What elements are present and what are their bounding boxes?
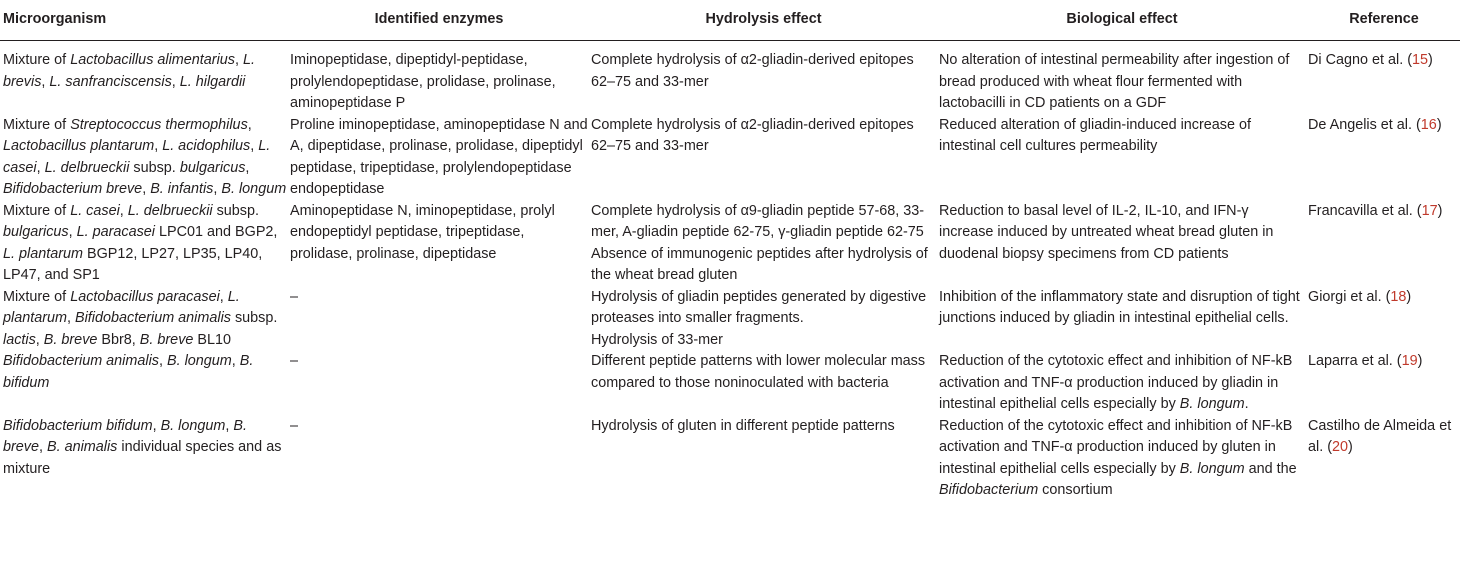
biological-text: Reduction to basal level of IL-2, IL-10, and IFN-γ increase induced by untreated wheat bread gluten in duodenal biopsy specimens from CD patients (939, 202, 1274, 262)
microorganism-text: , (250, 138, 259, 154)
microorganism-text: Bifidobacterium animalis (3, 353, 159, 369)
hydrolysis-paragraph: Complete hydrolysis of α2-gliadin-derived epitopes 62–75 and 33-mer (591, 116, 914, 154)
cell-microorganism (0, 416, 287, 502)
reference-close: ) (1348, 439, 1353, 455)
cell-hydrolysis-effect (588, 416, 936, 502)
microorganism-text: subsp. (230, 310, 278, 326)
reference-close: ) (1406, 288, 1412, 305)
reference-link[interactable]: 17 (1421, 202, 1438, 219)
table-row (0, 115, 1460, 201)
cell-identified-enzymes: Iminopeptidase, dipeptidyl-peptidase, prolylendopeptidase, prolidase, prolinase, aminopeptidase P (290, 52, 556, 111)
biological-text: B. longum (1179, 396, 1245, 412)
microorganism-text: , (154, 138, 163, 154)
reference-link[interactable]: 19 (1401, 353, 1418, 369)
microorganism-text: Mixture of (3, 288, 71, 305)
biological-text: Reduction of the cytotoxic effect and inhibition of NF-kB activation and TNF-α production induced by gliadin in intestinal epithelial cells especially by (939, 353, 1293, 412)
cell-microorganism (0, 115, 287, 201)
microorganism-text: Mixture of (3, 202, 71, 219)
microorganism-text: L. plantarum (3, 288, 240, 326)
microorganism-text: BGP12, LP27, LP35, LP40, LP47, and SP1 (3, 245, 263, 283)
reference-link[interactable]: 18 (1390, 288, 1407, 305)
microorganism-text: BL10 (193, 331, 231, 348)
reference-close: ) (1417, 353, 1423, 369)
microorganism-text: , (119, 202, 128, 219)
microorganism-text: , (68, 224, 77, 240)
microorganism-text: , (247, 116, 252, 133)
microorganism-text: Lactobacillus alimentarius (70, 52, 235, 68)
cell-microorganism (0, 351, 287, 416)
cell-hydrolysis-effect (588, 115, 936, 201)
table-row (0, 416, 1460, 502)
microorganism-text: L. delbrueckii (44, 159, 130, 176)
microorganism-text: L. casei (70, 202, 120, 219)
cell-identified-enzymes: Proline iminopeptidase, aminopeptidase N and A, dipeptidase, prolinase, prolidase, dipeptidyl peptidase, tripeptidase, prolylendopeptidase endopeptidase (290, 116, 588, 197)
cell-identified-enzymes: – (290, 353, 299, 369)
microorganism-text: B. longum (166, 353, 232, 369)
microorganism-text: Mixture of (3, 52, 71, 68)
microorganism-text: Lactobacillus paracasei (70, 288, 220, 305)
microorganism-text: L. plantarum (3, 245, 83, 262)
microorganism-text: B. longum (221, 181, 287, 197)
microorganism-text: , (152, 417, 161, 434)
microorganism-text: , (158, 353, 167, 369)
cell-biological-effect (936, 201, 1305, 287)
microorganism-text: B. infantis (150, 181, 214, 197)
cell-microorganism (0, 287, 287, 352)
microorganism-text: B. breve (3, 417, 247, 455)
microorganism-text: LPC01 and BGP2, (155, 224, 278, 240)
cell-biological-effect (936, 115, 1305, 201)
microorganism-text: Lactobacillus plantarum (3, 138, 155, 154)
cell-hydrolysis-effect (588, 287, 936, 352)
microorganism-text: B. bifidum (3, 353, 254, 391)
cell-biological-effect (936, 287, 1305, 352)
header-reference: Reference (1305, 0, 1460, 41)
cell-reference (1305, 287, 1460, 352)
microorganism-text: Bifidobacterium bifidum (3, 417, 153, 434)
microorganism-text: bulgaricus (3, 224, 69, 240)
header-biological-effect: Biological effect (936, 0, 1305, 41)
table-row (0, 41, 1460, 115)
microorganism-text: B. breve (43, 331, 98, 348)
microorganism-text: , (225, 417, 234, 434)
cell-hydrolysis-effect (588, 351, 936, 416)
microorganism-text: L. acidophilus (162, 138, 251, 154)
cell-identified-enzymes: Aminopeptidase N, iminopeptidase, prolyl endopeptidyl peptidase, tripeptidase, prolidase, prolinase, dipeptidase (290, 202, 555, 262)
cell-reference (1305, 416, 1460, 502)
microorganism-text: Bbr8, (97, 331, 140, 348)
reference-author: Castilho de Almeida et al. ( (1308, 417, 1452, 455)
reference-close: ) (1437, 202, 1443, 219)
microorganism-text: , (67, 310, 75, 326)
microorganism-text: lactis (3, 331, 36, 348)
microorganism-text: , (171, 73, 180, 90)
reference-author: Laparra et al. ( (1308, 353, 1402, 369)
microorganism-text: bulgaricus (179, 159, 246, 176)
hydrolysis-paragraph: Different peptide patterns with lower molecular mass compared to those noninoculated with bacteria (591, 353, 926, 391)
reference-author: Di Cagno et al. ( (1308, 52, 1412, 68)
biological-text: Inhibition of the inflammatory state and disruption of tight junctions induced by gliadin in intestinal epithelial cells. (939, 288, 1300, 326)
microorganism-text: individual species and as mixture (3, 439, 282, 477)
cell-hydrolysis-effect (588, 201, 936, 287)
microorganism-text: , (142, 181, 151, 197)
cell-microorganism (0, 41, 287, 115)
microorganism-text: L. hilgardii (179, 73, 246, 90)
cell-biological-effect (936, 416, 1305, 502)
biological-text: No alteration of intestinal permeability after ingestion of bread produced with wheat flour fermented with lactobacilli in CD patients on a GDF (939, 52, 1290, 111)
cell-reference (1305, 115, 1460, 201)
microorganism-text: L. brevis (3, 52, 255, 90)
microorganism-text: Streptococcus thermophilus (70, 116, 248, 133)
biological-text: Reduced alteration of gliadin-induced increase of intestinal cell cultures permeability (939, 116, 1251, 154)
biological-text: Bifidobacterium (939, 482, 1039, 498)
cell-microorganism (0, 201, 287, 287)
microorganism-text: L. casei (3, 138, 271, 176)
microorganism-text: L. paracasei (76, 224, 156, 240)
hydrolysis-paragraph: Hydrolysis of gluten in different peptide patterns (591, 417, 895, 434)
microorganism-text: , (35, 331, 44, 348)
hydrolysis-paragraph: Complete hydrolysis of α9-gliadin peptide 57-68, 33-mer, A-gliadin peptide 62-75, γ-gliadin peptide 62-75 (591, 202, 925, 240)
biological-text: consortium (1038, 482, 1113, 498)
header-row (0, 0, 1460, 41)
table-row (0, 287, 1460, 352)
microorganism-text: , (41, 73, 50, 90)
cell-reference (1305, 41, 1460, 115)
header-hydrolysis-effect: Hydrolysis effect (588, 0, 936, 41)
biological-text: Reduction of the cytotoxic effect and inhibition of NF-kB activation and TNF-α production induced by gluten in intestinal epithelial cells especially by (939, 417, 1293, 477)
microorganism-text: , (231, 353, 240, 369)
microorganism-text: subsp. (129, 159, 180, 176)
reference-author: De Angelis et al. ( (1308, 116, 1421, 133)
reference-link[interactable]: 20 (1332, 439, 1349, 455)
reference-link[interactable]: 15 (1411, 52, 1428, 68)
cell-biological-effect (936, 41, 1305, 115)
microorganism-text: , (39, 439, 47, 455)
microorganism-text: , (234, 52, 243, 68)
microorganism-text: , (36, 159, 45, 176)
biological-text: . (1244, 396, 1249, 412)
microorganism-text: B. longum (160, 417, 226, 434)
table-row (0, 201, 1460, 287)
header-identified-enzymes: Identified enzymes (287, 0, 588, 41)
microorganism-text: Bifidobacterium breve (3, 181, 143, 197)
microorganism-text: L. delbrueckii (127, 202, 213, 219)
microorganism-text: subsp. (212, 202, 259, 219)
microorganism-text: B. breve (139, 331, 194, 348)
cell-reference (1305, 351, 1460, 416)
cell-hydrolysis-effect (588, 41, 936, 115)
microorganism-text: , (219, 288, 228, 305)
microorganism-text: Bifidobacterium animalis (75, 310, 231, 326)
reference-link[interactable]: 16 (1420, 116, 1437, 133)
reference-close: ) (1428, 52, 1433, 68)
biological-text: B. longum (1179, 460, 1245, 477)
table-body (0, 41, 1460, 502)
cell-biological-effect (936, 351, 1305, 416)
hydrolysis-paragraph: Hydrolysis of 33-mer (591, 331, 723, 348)
cell-identified-enzymes: – (290, 417, 299, 434)
cell-reference (1305, 201, 1460, 287)
table-row (0, 351, 1460, 416)
microorganism-text: Mixture of (3, 116, 71, 133)
microorganism-text: , (245, 159, 250, 176)
reference-author: Francavilla et al. ( (1308, 202, 1422, 219)
hydrolysis-paragraph: Hydrolysis of gliadin peptides generated by digestive proteases into smaller fragments. (591, 288, 927, 326)
hydrolysis-paragraph: Complete hydrolysis of α2-gliadin-derived epitopes 62–75 and 33-mer (591, 52, 914, 90)
reference-author: Giorgi et al. ( (1308, 288, 1391, 305)
biological-text: and the (1244, 460, 1297, 477)
microorganism-text: L. sanfranciscensis (49, 73, 172, 90)
microorganism-text: , (213, 181, 222, 197)
microorganism-text: B. animalis (47, 439, 118, 455)
hydrolysis-paragraph: Absence of immunogenic peptides after hydrolysis of the wheat bread gluten (591, 245, 928, 283)
header-microorganism: Microorganism (0, 0, 287, 41)
cell-identified-enzymes: – (290, 288, 299, 305)
reference-close: ) (1436, 116, 1442, 133)
